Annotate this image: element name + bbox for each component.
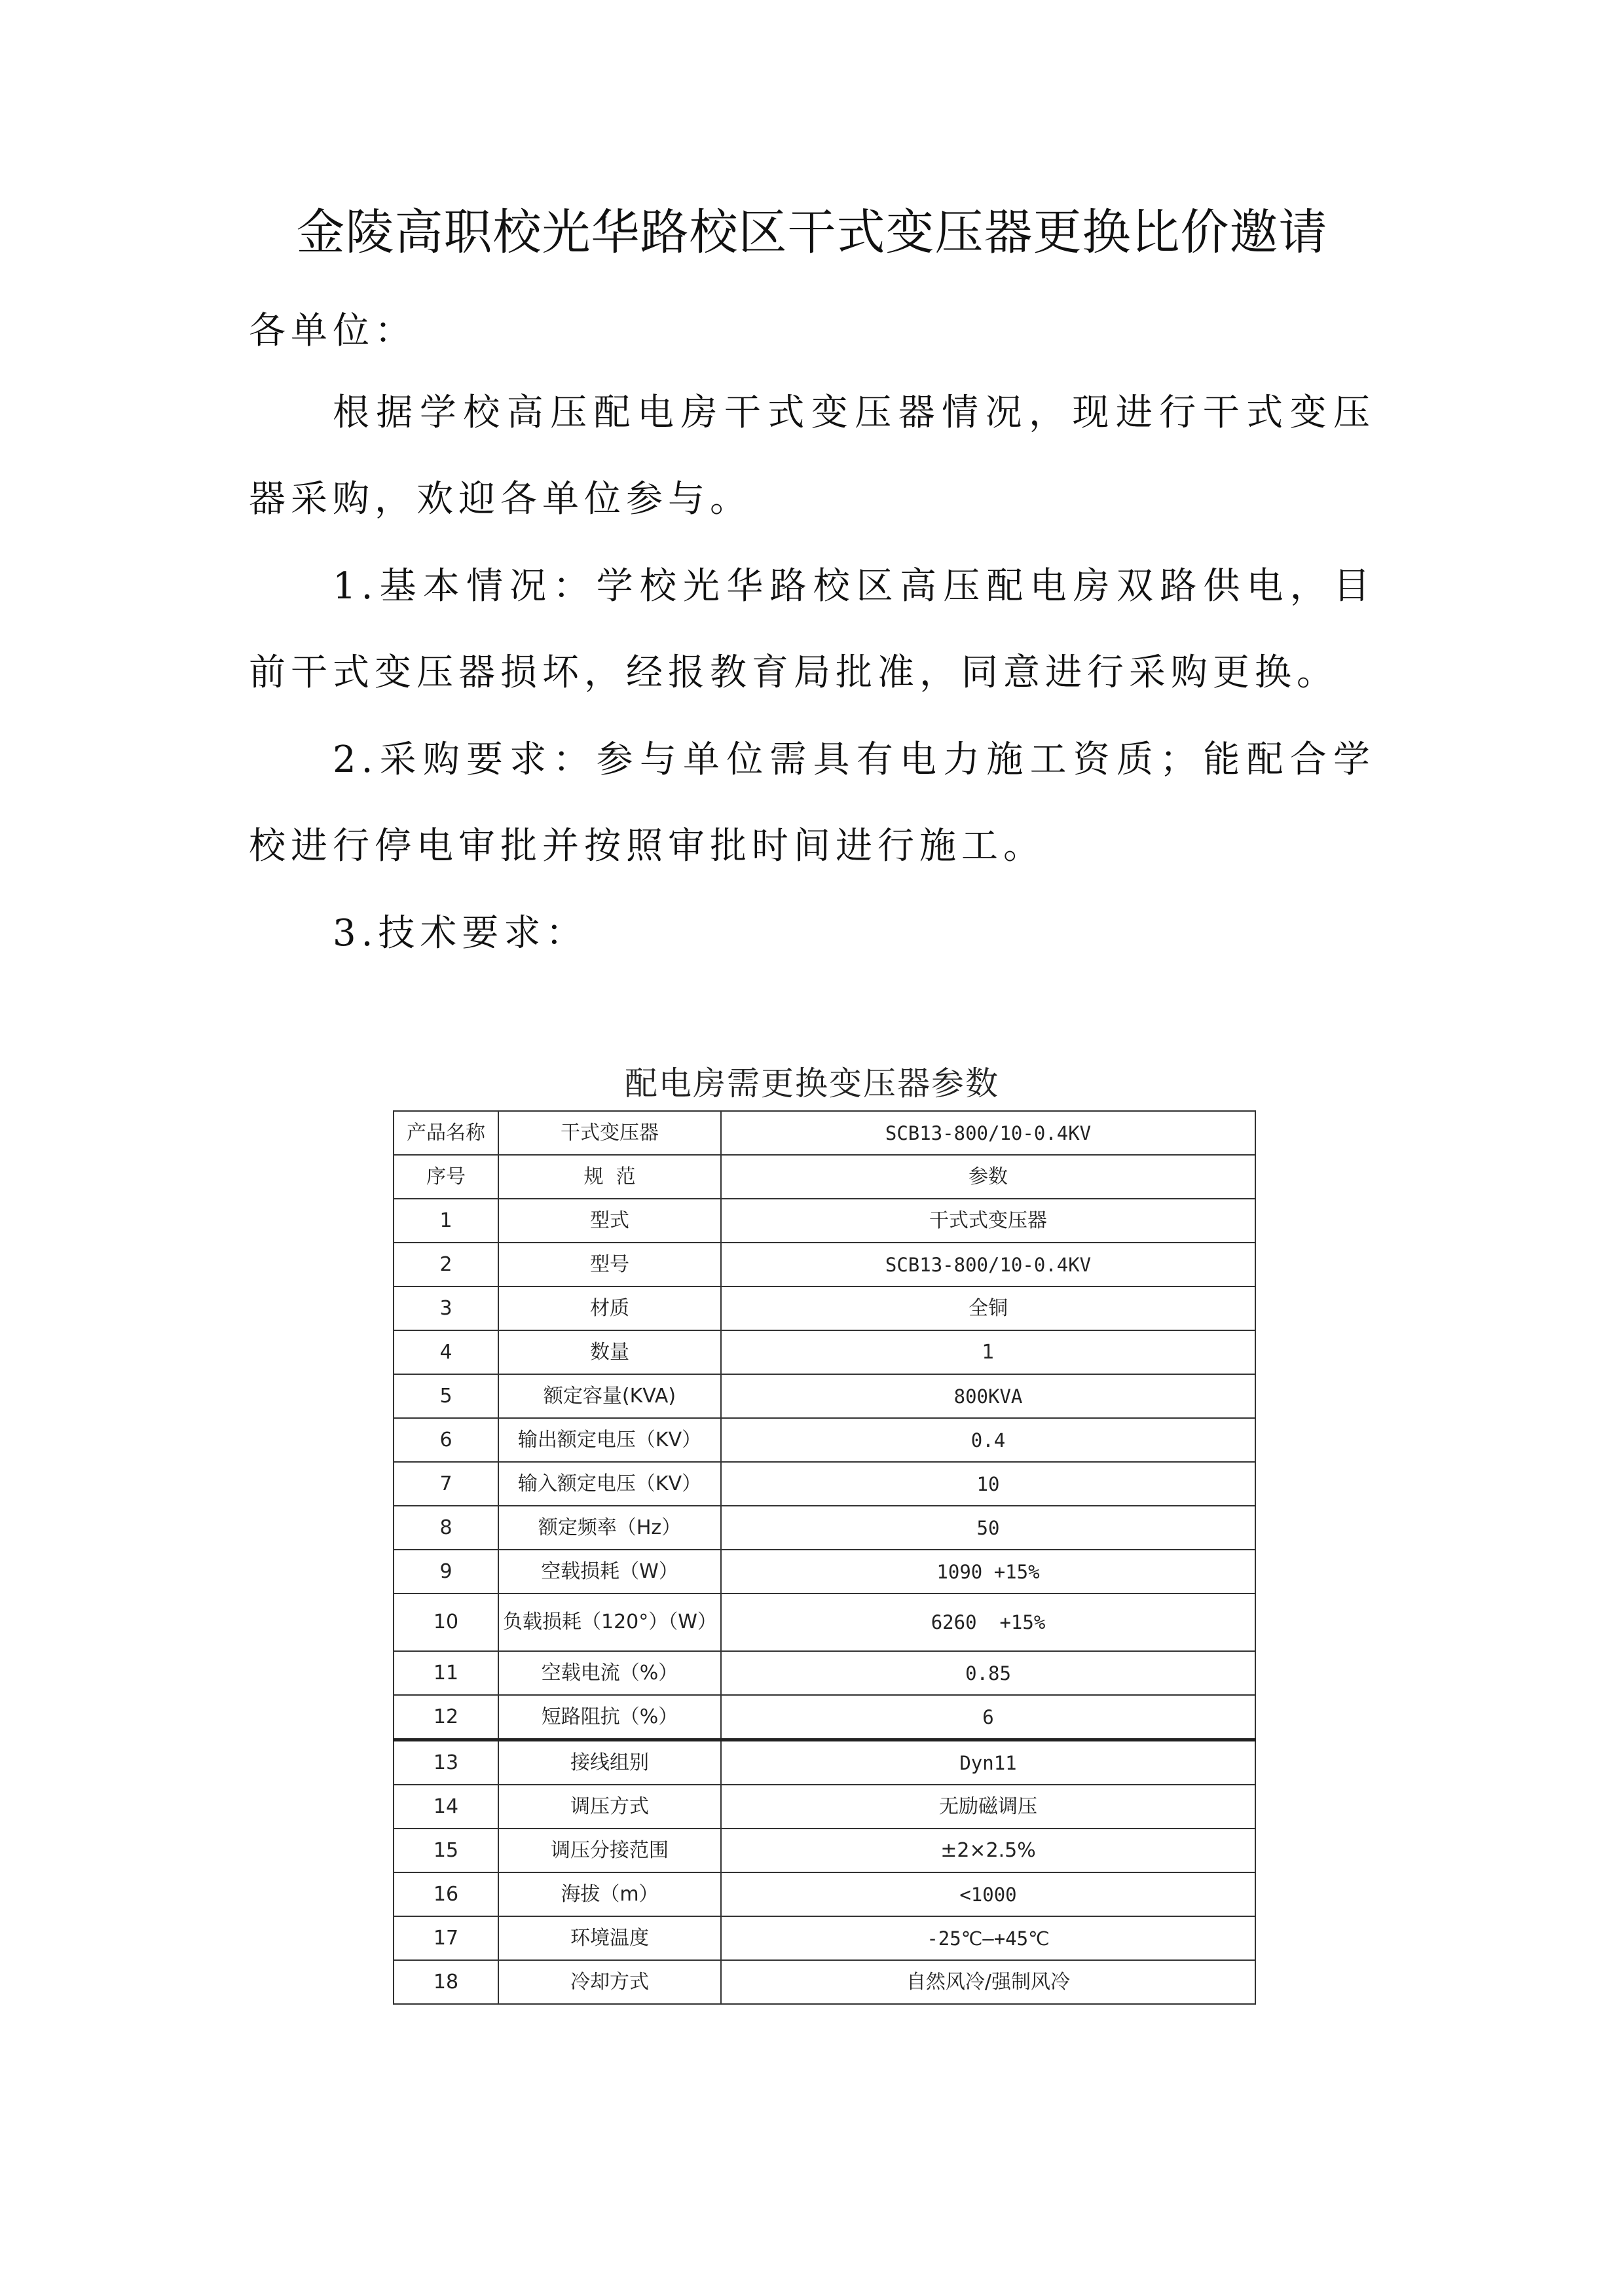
row-value-cell: 自然风冷/强制风冷 <box>721 1960 1255 2004</box>
row-spec-cell: 材质 <box>498 1286 721 1330</box>
row-spec-cell: 调压方式 <box>498 1785 721 1829</box>
row-spec-cell: 调压分接范围 <box>498 1829 721 1872</box>
transformer-spec-table <box>393 1110 1256 2005</box>
row-index-cell: 3 <box>394 1286 498 1330</box>
row-value-cell: 全铜 <box>721 1286 1255 1330</box>
row-value-cell: Dyn11 <box>721 1740 1255 1785</box>
row-index-cell: 9 <box>394 1550 498 1594</box>
table-title: 配电房需更换变压器参数 <box>625 1065 999 1102</box>
product-model-cell: SCB13-800/10-0.4KV <box>721 1111 1255 1155</box>
technical-requirements-heading: 3.技术要求： <box>333 912 588 955</box>
row-index-cell: 18 <box>394 1960 498 2004</box>
row-value-cell: ±2×2.5% <box>721 1829 1255 1872</box>
row-value-cell: 1090 +15% <box>721 1550 1255 1594</box>
row-value-cell: -25℃—+45℃ <box>721 1916 1255 1960</box>
header-index-cell: 序号 <box>394 1155 498 1199</box>
row-index-cell: 1 <box>394 1199 498 1243</box>
row-index-cell: 5 <box>394 1374 498 1418</box>
row-index-cell: 15 <box>394 1829 498 1872</box>
row-spec-cell: 型式 <box>498 1199 721 1243</box>
row-spec-cell: 额定容量(KVA) <box>498 1374 721 1418</box>
row-index-cell: 12 <box>394 1695 498 1740</box>
table-row <box>394 1594 1255 1651</box>
table-row <box>394 1651 1255 1695</box>
header-spec-cell: 规 范 <box>498 1155 721 1199</box>
row-spec-cell: 空载电流（%） <box>498 1651 721 1695</box>
row-spec-cell: 接线组别 <box>498 1740 721 1785</box>
procurement-requirements-paragraph: 2.采购要求：参与单位需具有电力施工资质；能配合学校进行停电审批并按照审批时间进行施工。 <box>249 738 1375 867</box>
row-index-cell: 14 <box>394 1785 498 1829</box>
row-value-cell: <1000 <box>721 1872 1255 1916</box>
row-spec-cell: 额定频率（Hz） <box>498 1506 721 1550</box>
row-value-cell: 800KVA <box>721 1374 1255 1418</box>
table-row <box>394 1872 1255 1916</box>
row-index-cell: 7 <box>394 1462 498 1506</box>
header-row <box>394 1155 1255 1199</box>
row-value-cell: 0.4 <box>721 1418 1255 1462</box>
row-index-cell: 17 <box>394 1916 498 1960</box>
row-spec-cell: 海拔（m） <box>498 1872 721 1916</box>
table-row <box>394 1785 1255 1829</box>
table-row <box>394 1374 1255 1418</box>
row-index-cell: 6 <box>394 1418 498 1462</box>
row-index-cell: 16 <box>394 1872 498 1916</box>
intro-paragraph: 根据学校高压配电房干式变压器情况，现进行干式变压器采购，欢迎各单位参与。 <box>249 392 1375 520</box>
table-row <box>394 1330 1255 1374</box>
row-value-cell: 0.85 <box>721 1651 1255 1695</box>
header-param-cell: 参数 <box>721 1155 1255 1199</box>
table-row <box>394 1960 1255 2004</box>
row-index-cell: 10 <box>394 1594 498 1651</box>
row-spec-cell: 空载损耗（W） <box>498 1550 721 1594</box>
table-row <box>394 1916 1255 1960</box>
greeting: 各单位： <box>249 310 416 352</box>
table-row <box>394 1199 1255 1243</box>
table-row <box>394 1829 1255 1872</box>
row-index-cell: 11 <box>394 1651 498 1695</box>
row-value-cell: 1 <box>721 1330 1255 1374</box>
row-value-cell: 50 <box>721 1506 1255 1550</box>
row-spec-cell: 环境温度 <box>498 1916 721 1960</box>
row-value-cell: SCB13-800/10-0.4KV <box>721 1243 1255 1286</box>
row-index-cell: 13 <box>394 1740 498 1785</box>
table-row <box>394 1506 1255 1550</box>
basic-situation-paragraph: 1.基本情况：学校光华路校区高压配电房双路供电，目前干式变压器损坏，经报教育局批准，同意进行采购更换。 <box>249 565 1375 694</box>
row-value-cell: 6260 +15% <box>721 1594 1255 1651</box>
row-value-cell: 无励磁调压 <box>721 1785 1255 1829</box>
document-title: 金陵高职校光华路校区干式变压器更换比价邀请 <box>296 204 1328 261</box>
product-name-cell: 干式变压器 <box>498 1111 721 1155</box>
table-row <box>394 1695 1255 1740</box>
row-spec-cell: 输出额定电压（KV） <box>498 1418 721 1462</box>
row-spec-cell: 冷却方式 <box>498 1960 721 2004</box>
table-row <box>394 1550 1255 1594</box>
table-row <box>394 1286 1255 1330</box>
row-spec-cell: 负载损耗（120°）（W） <box>498 1594 721 1651</box>
table-row <box>394 1418 1255 1462</box>
row-spec-cell: 型号 <box>498 1243 721 1286</box>
row-spec-cell: 短路阻抗（%） <box>498 1695 721 1740</box>
row-spec-cell: 数量 <box>498 1330 721 1374</box>
table-row <box>394 1243 1255 1286</box>
product-row <box>394 1111 1255 1155</box>
product-label-cell: 产品名称 <box>394 1111 498 1155</box>
row-value-cell: 10 <box>721 1462 1255 1506</box>
row-value-cell: 6 <box>721 1695 1255 1740</box>
row-value-cell: 干式式变压器 <box>721 1199 1255 1243</box>
table-row <box>394 1462 1255 1506</box>
row-spec-cell: 输入额定电压（KV） <box>498 1462 721 1506</box>
row-index-cell: 4 <box>394 1330 498 1374</box>
row-index-cell: 8 <box>394 1506 498 1550</box>
row-index-cell: 2 <box>394 1243 498 1286</box>
table-row <box>394 1740 1255 1785</box>
